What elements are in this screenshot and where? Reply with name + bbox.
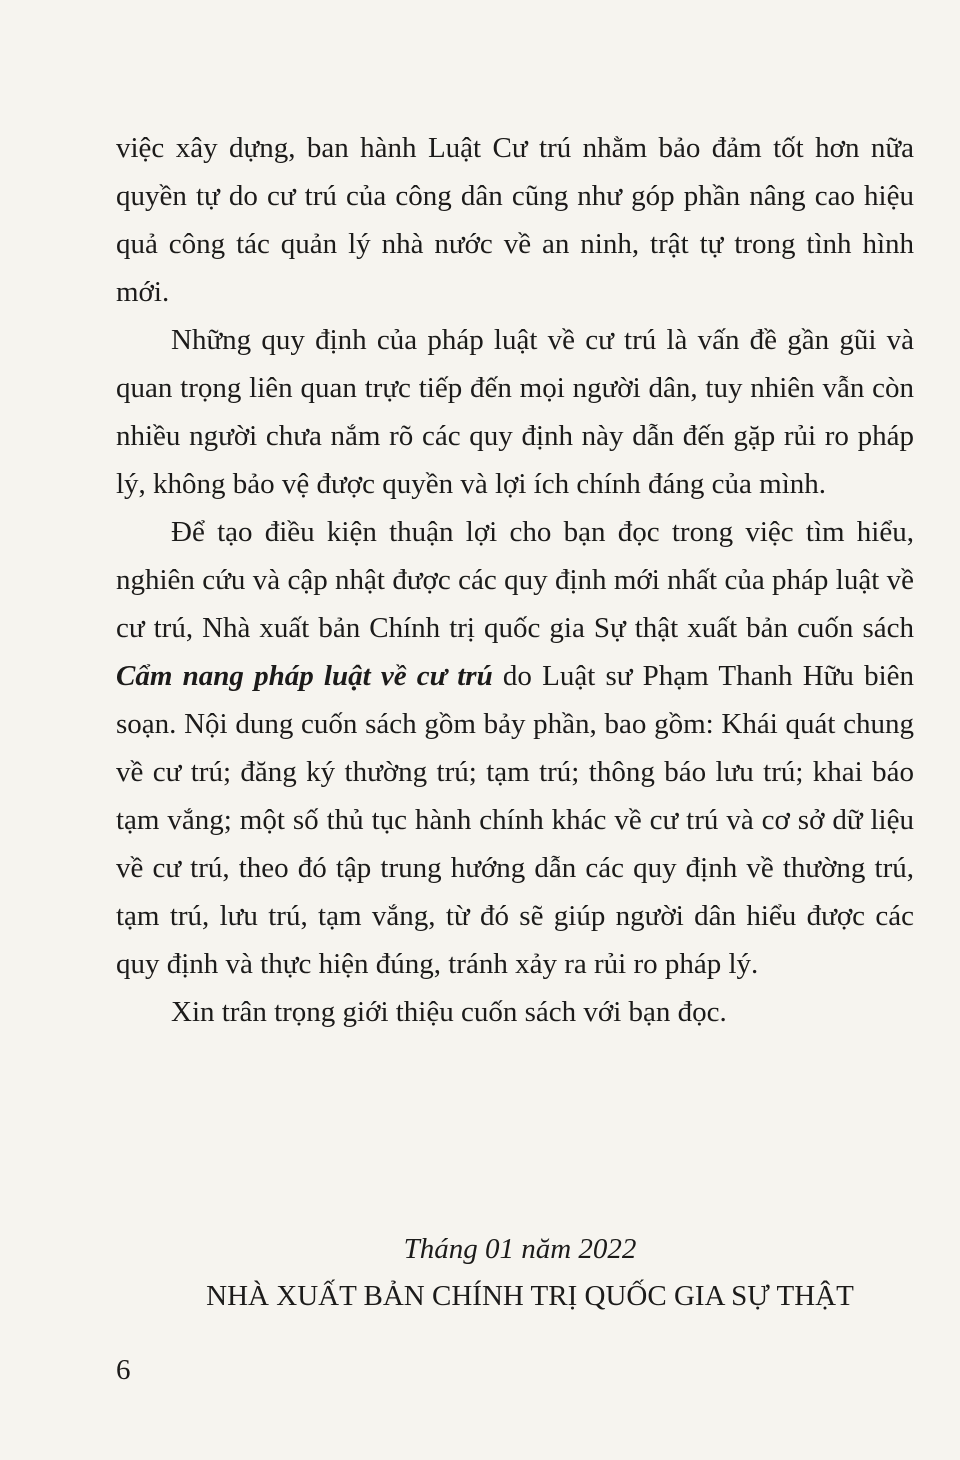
paragraph-closing: Xin trân trọng giới thiệu cuốn sách với bạn đọc. bbox=[171, 996, 727, 1028]
book-title: Cẩm nang pháp luật về cư trú bbox=[116, 660, 493, 692]
paragraph-intro-start: Để tạo điều kiện thuận lợi cho bạn đọc trong việc tìm hiểu, nghiên cứu và cập nhật được các quy định mới nhất của pháp luật về cư trú, Nhà xuất bản Chính trị quốc gia Sự thật xuất bản cuốn sách bbox=[116, 516, 914, 644]
paragraph-book-introduction bbox=[116, 508, 914, 988]
paragraph-regulations: Những quy định của pháp luật về cư trú là vấn đề gần gũi và quan trọng liên quan trực tiếp đến mọi người dân, tuy nhiên vẫn còn nhiều người chưa nắm rõ các quy định này dẫn đến gặp rủi ro pháp lý, không bảo vệ được quyền và lợi ích chính đáng của mình. bbox=[116, 324, 914, 500]
body-text bbox=[116, 124, 914, 1036]
publisher-name: NHÀ XUẤT BẢN CHÍNH TRỊ QUỐC GIA SỰ THẬT bbox=[206, 1280, 854, 1312]
page-number: 6 bbox=[116, 1354, 131, 1386]
paragraph-intro-end: do Luật sư Phạm Thanh Hữu biên soạn. Nội dung cuốn sách gồm bảy phần, bao gồm: Khái quát chung về cư trú; đăng ký thường trú; tạm trú; thông báo lưu trú; khai báo tạm vắng; một số thủ tục hành chính khác về cư trú và cơ sở dữ liệu về cư trú, theo đó tập trung hướng dẫn các quy định về thường trú, tạm trú, lưu trú, tạm vắng, từ đó sẽ giúp người dân hiểu được các quy định và thực hiện đúng, tránh xảy ra rủi ro pháp lý. bbox=[116, 660, 914, 980]
publication-date: Tháng 01 năm 2022 bbox=[403, 1233, 637, 1265]
paragraph-continuation: việc xây dựng, ban hành Luật Cư trú nhằm bảo đảm tốt hơn nữa quyền tự do cư trú của công dân cũng như góp phần nâng cao hiệu quả công tác quản lý nhà nước về an ninh, trật tự trong tình hình mới. bbox=[116, 132, 914, 308]
